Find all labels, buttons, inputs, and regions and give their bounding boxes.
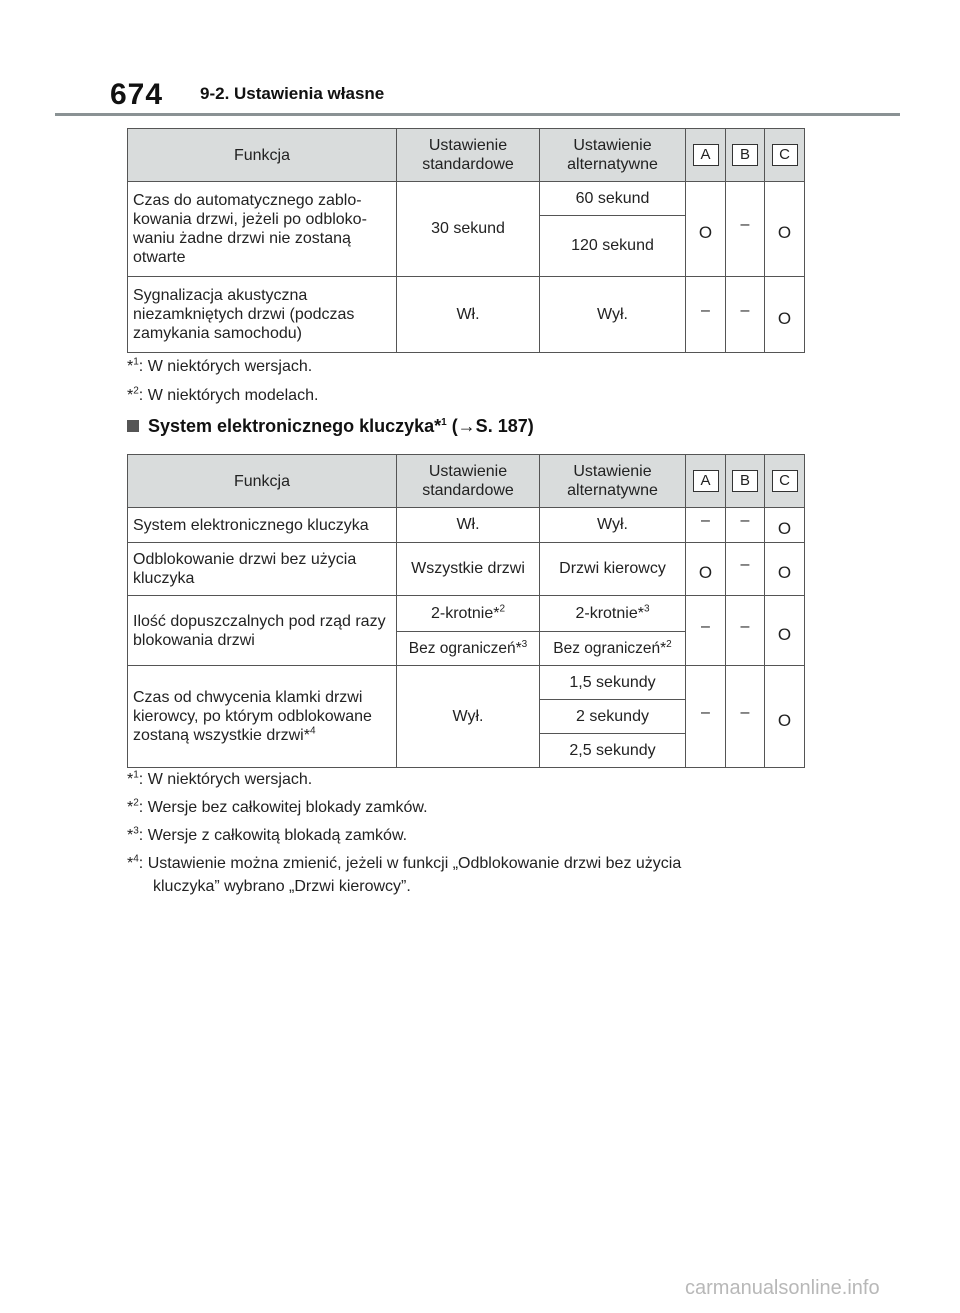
mark-c-cell (765, 182, 805, 277)
default-cell: 2-krotnie*$^2$ (397, 596, 540, 632)
mark-b-cell (726, 666, 765, 768)
column-header-c (765, 129, 805, 182)
letter-b-box: B (732, 144, 758, 166)
mark-b: – (740, 512, 750, 529)
table-row (128, 596, 805, 632)
alternative-cell: Wył. (540, 508, 686, 543)
table-header-row (128, 129, 805, 182)
column-header-a (686, 129, 726, 182)
table-header-row (128, 455, 805, 508)
header-rule (55, 113, 900, 116)
mark-b: – (740, 703, 750, 721)
mark-b: – (740, 301, 750, 319)
table-row (128, 277, 805, 353)
default-cell: Wł. (397, 508, 540, 543)
section-title: 9-2. Ustawienia własne (200, 84, 385, 103)
section-heading-text: System elektronicznego kluczyka* (148, 416, 442, 436)
mark-c-cell (765, 666, 805, 768)
function-cell: Ilość dopuszczalnych pod rząd razy blokowania drzwi (128, 596, 397, 666)
table-row (128, 508, 805, 543)
mark-a-cell (686, 543, 726, 596)
footnote: *$^1$: W niektórych wersjach. (127, 769, 313, 788)
footnote: *$^2$: Wersje bez całkowitej blokady zamków. (127, 797, 428, 816)
page-reference: (→S. 187) (446, 416, 534, 436)
column-header-alternative: Ustawienie alternatywne (540, 129, 686, 182)
alternative-cell: 1,5 sekundy (540, 666, 686, 700)
mark-c: O (777, 563, 792, 582)
column-header-function: Funkcja (128, 129, 397, 182)
mark-a: O (698, 223, 713, 242)
mark-a-cell (686, 666, 726, 768)
column-header-b (726, 455, 765, 508)
letter-a-box: A (693, 144, 719, 166)
mark-b-cell (726, 277, 765, 353)
mark-b-cell (726, 596, 765, 666)
function-cell: Czas do automatycznego zablokowania drzwi, jeżeli po odblokowaniu żadne drzwi nie zostaną otwarte (128, 182, 397, 277)
letter-c-box: C (772, 470, 798, 492)
mark-a: – (701, 617, 710, 635)
page-number: 674 (110, 78, 164, 111)
mark-a: – (701, 703, 710, 721)
mark-c: O (777, 308, 792, 328)
letter-c-box: C (772, 144, 798, 166)
column-header-b (726, 129, 765, 182)
table-row (128, 182, 805, 216)
function-cell: System elektronicznego kluczyka (128, 508, 397, 543)
mark-c: O (777, 710, 792, 730)
mark-b: – (740, 556, 750, 573)
mark-a: – (701, 512, 710, 529)
footnote: *$^3$: Wersje z całkowitą blokadą zamków. (127, 825, 408, 844)
settings-table-2 (127, 454, 805, 768)
alternative-cell: 120 sekund (540, 216, 686, 277)
letter-a-box: A (693, 470, 719, 492)
alternative-cell: 2 sekundy (540, 700, 686, 734)
mark-b: – (740, 216, 750, 233)
mark-c-cell (765, 596, 805, 666)
function-cell: Czas od chwycenia klamki drzwi kierowcy, po którym odblokowane zostaną wszystkie drzwi*$^4$ (128, 666, 397, 768)
column-header-alternative: Ustawienie alternatywne (540, 455, 686, 508)
mark-a: – (701, 301, 710, 319)
function-cell: Sygnalizacja akustyczna niezamkniętych drzwi (podczas zamykania samochodu) (128, 277, 397, 353)
page-header (110, 78, 900, 116)
footnote: *$^2$: W niektórych modelach. (127, 385, 319, 404)
footnote: *$^4$: Ustawienie można zmienić, jeżeli w funkcji „Odblokowanie drzwi bez użycia (127, 853, 682, 872)
mark-a-cell (686, 277, 726, 353)
column-header-default: Ustawienie standardowe (397, 455, 540, 508)
alternative-cell: 2-krotnie*$^3$ (540, 596, 686, 632)
mark-b-cell (726, 543, 765, 596)
mark-c-cell (765, 543, 805, 596)
mark-a-cell (686, 182, 726, 277)
footnote-continuation: kluczyka” wybrano „Drzwi kierowcy”. (153, 878, 411, 895)
section-heading: System elektronicznego kluczyka*$^1$ (→S. 187) (127, 416, 534, 437)
mark-c: O (777, 624, 792, 644)
mark-b: – (740, 617, 750, 635)
function-cell: Odblokowanie drzwi bez użycia kluczyka (128, 543, 397, 596)
alternative-cell: Wył. (540, 277, 686, 353)
alternative-cell: 2,5 sekundy (540, 734, 686, 768)
mark-a: O (698, 563, 713, 582)
column-header-c (765, 455, 805, 508)
bullet-square-icon (127, 420, 139, 432)
default-cell: Bez ograniczeń*$^3$ (397, 632, 540, 666)
watermark: carmanualsonline.info (685, 1277, 880, 1299)
alternative-cell: Bez ograniczeń*$^2$ (540, 632, 686, 666)
letter-b-box: B (732, 470, 758, 492)
mark-c-cell (765, 277, 805, 353)
default-cell: Wł. (397, 277, 540, 353)
table-row (128, 543, 805, 596)
alternative-cell: 60 sekund (540, 182, 686, 216)
mark-a-cell (686, 508, 726, 543)
footnote: *$^1$: W niektórych wersjach. (127, 356, 313, 375)
column-header-a (686, 455, 726, 508)
mark-b-cell (726, 182, 765, 277)
settings-table-1 (127, 128, 805, 353)
mark-c: O (777, 223, 792, 242)
mark-c: O (777, 519, 792, 538)
alternative-cell: Drzwi kierowcy (540, 543, 686, 596)
column-header-function: Funkcja (128, 455, 397, 508)
mark-b-cell (726, 508, 765, 543)
default-cell: 30 sekund (397, 182, 540, 277)
default-cell: Wszystkie drzwi (397, 543, 540, 596)
table-row (128, 666, 805, 700)
mark-c-cell (765, 508, 805, 543)
default-cell: Wył. (397, 666, 540, 768)
column-header-default: Ustawienie standardowe (397, 129, 540, 182)
mark-a-cell (686, 596, 726, 666)
